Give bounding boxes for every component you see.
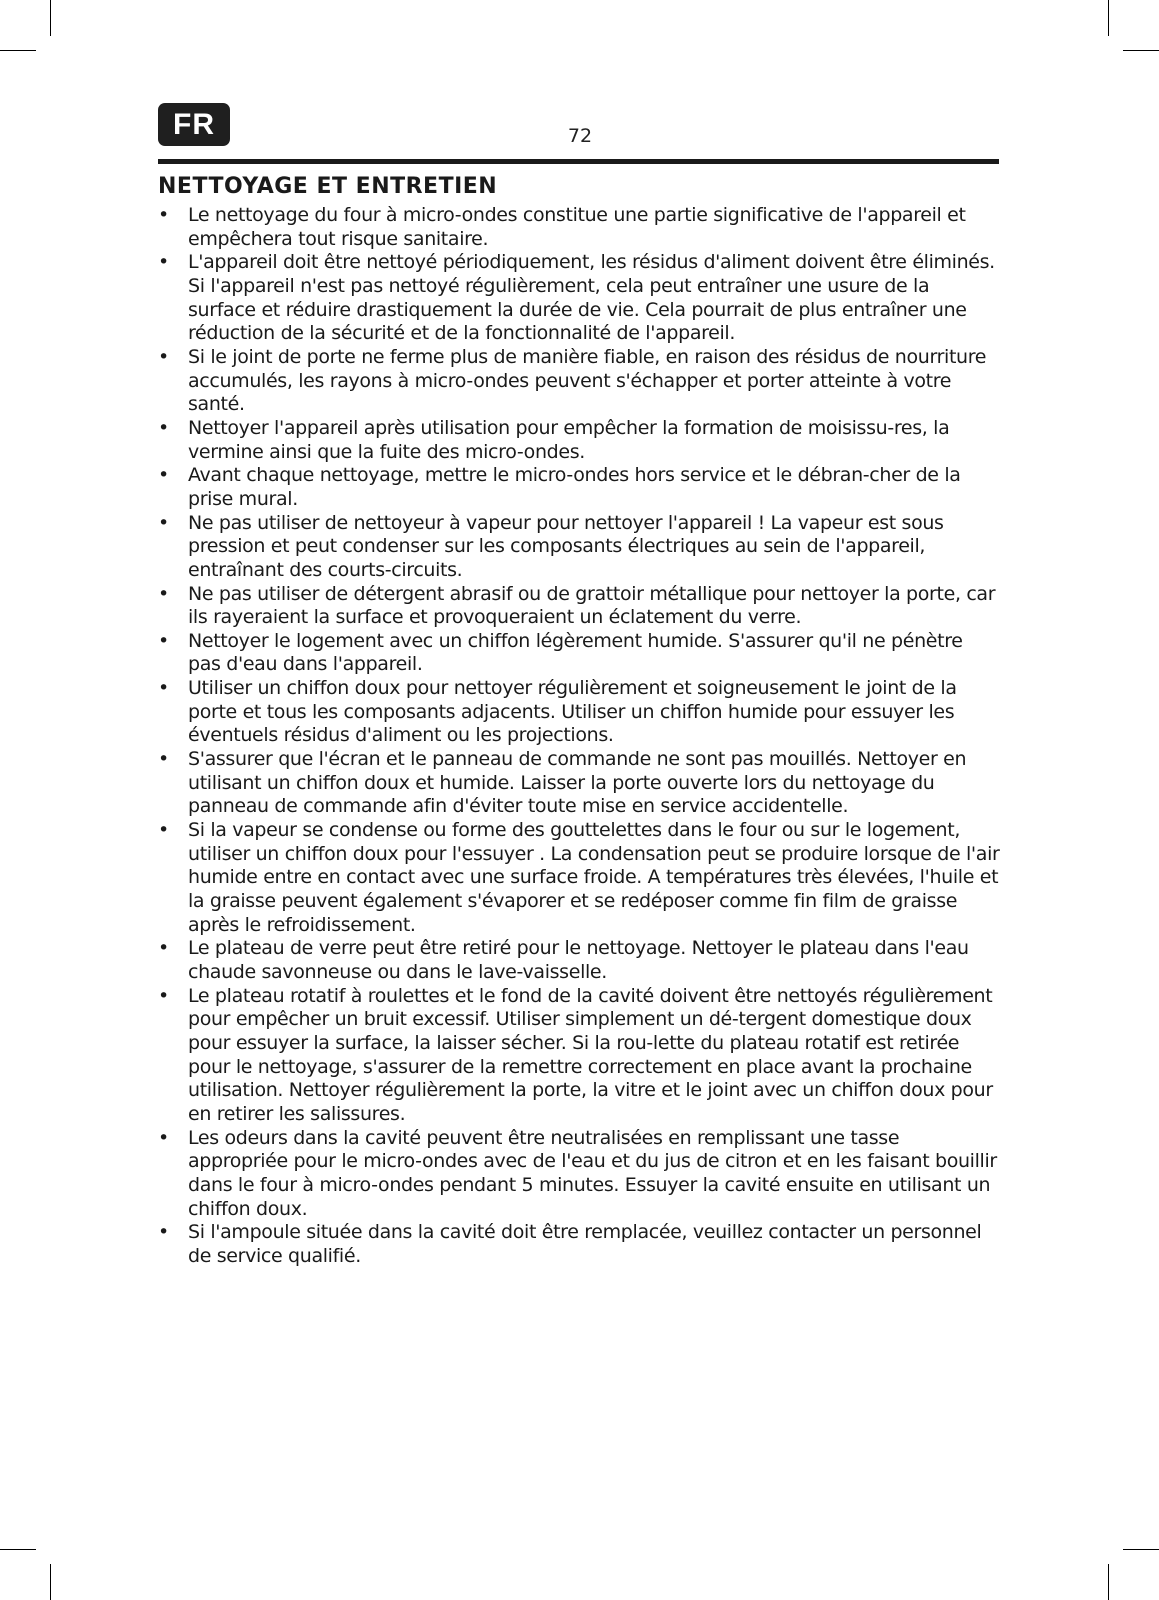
bullet-icon: •: [158, 582, 169, 605]
bullet-icon: •: [158, 937, 169, 960]
list-item: • Nettoyer le logement avec un chiffon légèrement humide. S'assurer qu'il ne pénètre pas d'eau dans l'appareil.: [158, 629, 963, 676]
crop-mark: [0, 1549, 36, 1550]
crop-mark: [0, 50, 36, 51]
section-title: NETTOYAGE ET ENTRETIEN: [158, 174, 498, 199]
bullet-icon: •: [158, 204, 169, 226]
list-item: • L'appareil doit être nettoyé périodiquement, les résidus d'aliment doivent être éliminés. Si l'appareil n'est pas nettoyé régulièrement, cela peut entraîner une usure de la surface et réduire drastiquement la durée de vie. Cela pourrait de plus entraîner une réduction de la sécurité et de la fonctionnalité de l'appareil.: [158, 251, 995, 345]
section-content: [158, 174, 1000, 1269]
list-item: • Le nettoyage du four à micro-ondes constitue une partie significative de l'appareil et empêchera tout risque sanitaire.: [158, 204, 966, 250]
bullet-icon: •: [158, 984, 169, 1007]
bullet-icon: •: [158, 819, 169, 842]
bullet-icon: •: [158, 464, 169, 487]
list-item: • Ne pas utiliser de détergent abrasif ou de grattoir métallique pour nettoyer la porte, car ils rayeraient la surface et provoqueraient un éclatement du verre.: [158, 582, 996, 629]
bullet-icon: •: [158, 345, 169, 368]
list-item: • Ne pas utiliser de nettoyeur à vapeur pour nettoyer l'appareil ! La vapeur est sous pression et peut condenser sur les composants électriques au sein de l'appareil, entraînant des courts-circuits.: [158, 511, 944, 581]
list-item: • Le plateau rotatif à roulettes et le fond de la cavité doivent être nettoyés régulièrement pour empêcher un bruit excessif. Utiliser simplement un dé-tergent domestique doux pour essuyer la surface, la laisser sécher. Si la rou-lette du plateau rotatif est retirée pour le nettoyage, s'assurer de la remettre correctement en place avant la prochaine utilisation. Nettoyer régulièrement la porte, la vitre et le joint avec un chiffon doux pour en retirer les salissures.: [158, 984, 993, 1125]
list-item: • Si la vapeur se condense ou forme des gouttelettes dans le four ou sur le logement, utiliser un chiffon doux pour l'essuyer . La condensation peut se produire lorsque de l'air humide entre en contact avec une surface froide. A températures très élevées, l'huile et la graisse peuvent également s'évaporer et se redéposer comme fin film de graisse après le refroidissement.: [158, 819, 1000, 936]
crop-mark: [1123, 1549, 1159, 1550]
bullet-icon: •: [158, 416, 169, 439]
language-badge: FR: [158, 103, 230, 146]
list-item: • Utiliser un chiffon doux pour nettoyer régulièrement et soigneusement le joint de la porte et tous les composants adjacents. Utiliser un chiffon humide pour essuyer les éventuels résidus d'aliment ou les projections.: [158, 677, 957, 747]
list-item: • Si le joint de porte ne ferme plus de manière fiable, en raison des résidus de nourriture accumulés, les rayons à micro-ondes peuvent s'échapper et porter atteinte à votre santé.: [158, 345, 987, 416]
crop-mark: [1123, 50, 1159, 51]
bullet-icon: •: [158, 629, 169, 652]
bullet-icon: •: [158, 511, 169, 534]
crop-mark: [1108, 1564, 1109, 1600]
list-item: • Si l'ampoule située dans la cavité doit être remplacée, veuillez contacter un personnel de service qualifié.: [158, 1221, 982, 1267]
bullet-icon: •: [158, 677, 169, 700]
list-item: • Le plateau de verre peut être retiré pour le nettoyage. Nettoyer le plateau dans l'eau chaude savonneuse ou dans le lave-vaisselle.: [158, 937, 969, 983]
crop-mark: [50, 0, 51, 36]
list-item: • Les odeurs dans la cavité peuvent être neutralisées en remplissant une tasse appropriée pour le micro-ondes avec de l'eau et du jus de citron et en les faisant bouillir dans le four à micro-ondes pendant 5 minutes. Essuyer la cavité ensuite en utilisant un chiffon doux.: [158, 1126, 997, 1220]
crop-mark: [50, 1564, 51, 1600]
crop-mark: [1108, 0, 1109, 36]
bullet-icon: •: [158, 748, 169, 771]
bullet-list: [158, 204, 1000, 1269]
list-item: • Nettoyer l'appareil après utilisation pour empêcher la formation de moisissu-res, la vermine ainsi que la fuite des micro-ondes.: [158, 416, 950, 463]
bullet-icon: •: [158, 1126, 169, 1149]
list-item: • Avant chaque nettoyage, mettre le micro-ondes hors service et le débran-cher de la prise mural.: [158, 464, 961, 510]
list-item: • S'assurer que l'écran et le panneau de commande ne sont pas mouillés. Nettoyer en utilisant un chiffon doux et humide. Laisser la porte ouverte lors du nettoyage du panneau de commande afin d'éviter toute mise en service accidentelle.: [158, 748, 967, 818]
bullet-icon: •: [158, 1221, 169, 1244]
header-rule: [158, 159, 999, 164]
page-number: 72: [567, 125, 593, 147]
bullet-icon: •: [158, 251, 169, 274]
